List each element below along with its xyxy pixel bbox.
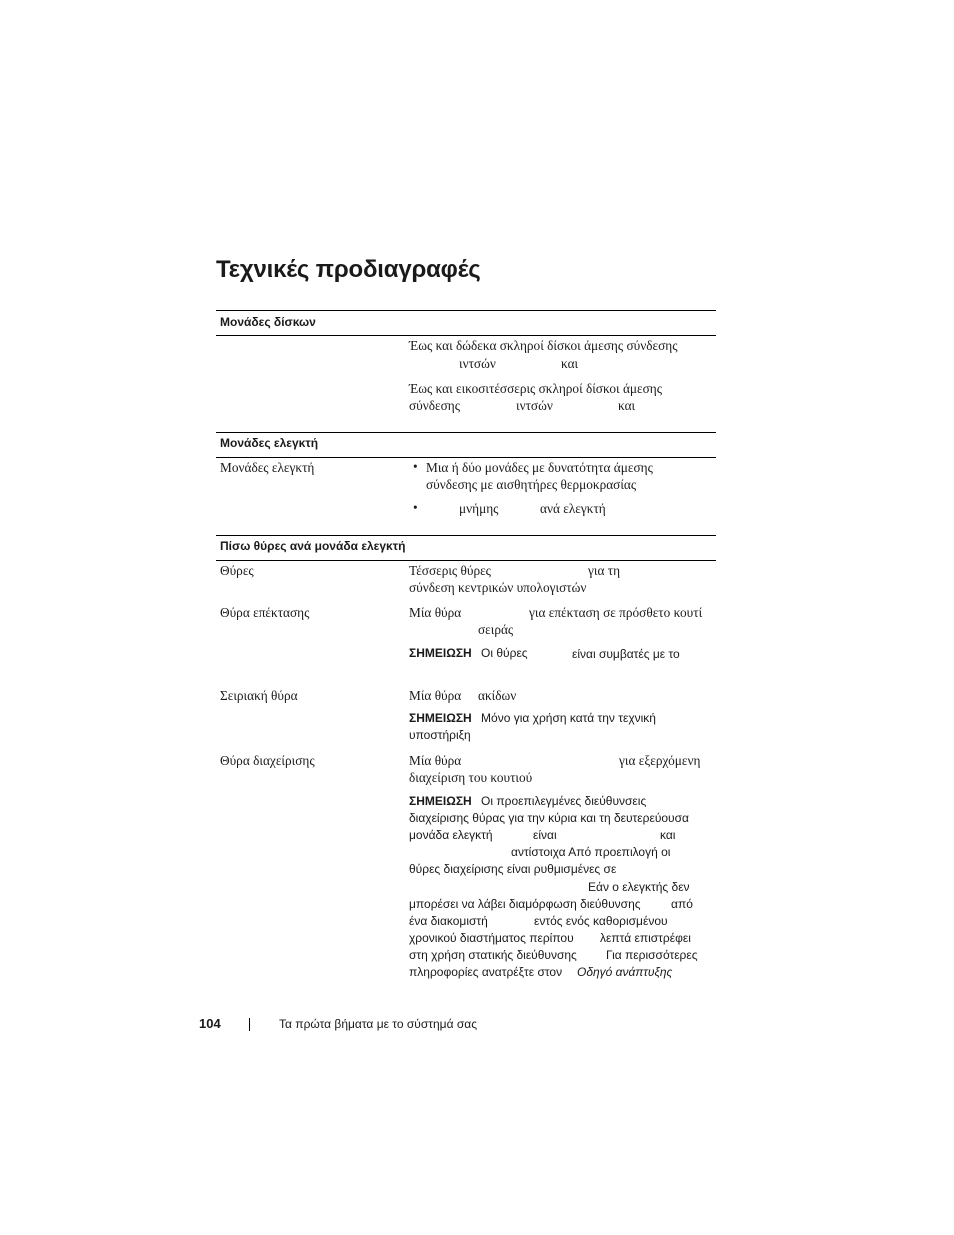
row-label-management-port: Θύρα διαχείρισης — [220, 753, 315, 768]
row-label-controllers: Μονάδες ελεγκτή — [220, 460, 315, 475]
section-heading-drives: Μονάδες δίσκων — [220, 315, 316, 329]
note-expansion-port: ΣΗΜΕΙΩΣΗ Οι θύρες — [409, 646, 528, 660]
management-port-value: Μία θύρα — [409, 753, 462, 768]
page-number: 104 — [199, 1016, 221, 1031]
serial-port-value: Μία θύρα — [409, 688, 462, 703]
footer-separator — [249, 1018, 250, 1031]
expansion-port-value: Μία θύρα — [409, 605, 462, 620]
section-divider — [216, 310, 716, 311]
note-serial-port: ΣΗΜΕΙΩΣΗ Μόνο για χρήση κατά την τεχνική — [409, 711, 656, 725]
note-management-port: ΣΗΜΕΙΩΣΗ Οι προεπιλεγμένες διεύθυνσεις — [409, 794, 647, 808]
footer-chapter-title: Τα πρώτα βήματα με το σύστημά σας — [279, 1017, 477, 1031]
section-heading-controllers: Μονάδες ελεγκτή — [220, 436, 319, 450]
section-divider — [216, 335, 716, 336]
bullet-icon: • — [413, 459, 418, 474]
bullet-icon: • — [413, 500, 418, 515]
section-divider — [216, 535, 716, 536]
page-title: Τεχνικές προδιαγραφές — [216, 256, 481, 283]
guide-reference: Οδηγό ανάπτυξης — [577, 965, 673, 979]
row-label-serial-port: Σειριακή θύρα — [220, 688, 298, 703]
section-heading-ports: Πίσω θύρες ανά μονάδα ελεγκτή — [220, 539, 406, 553]
row-label-expansion-port: Θύρα επέκτασης — [220, 605, 310, 620]
row-label-ports: Θύρες — [220, 563, 254, 578]
section-divider — [216, 457, 716, 458]
ports-value: Τέσσερις θύρες — [409, 563, 491, 578]
section-divider — [216, 432, 716, 433]
section-divider — [216, 560, 716, 561]
